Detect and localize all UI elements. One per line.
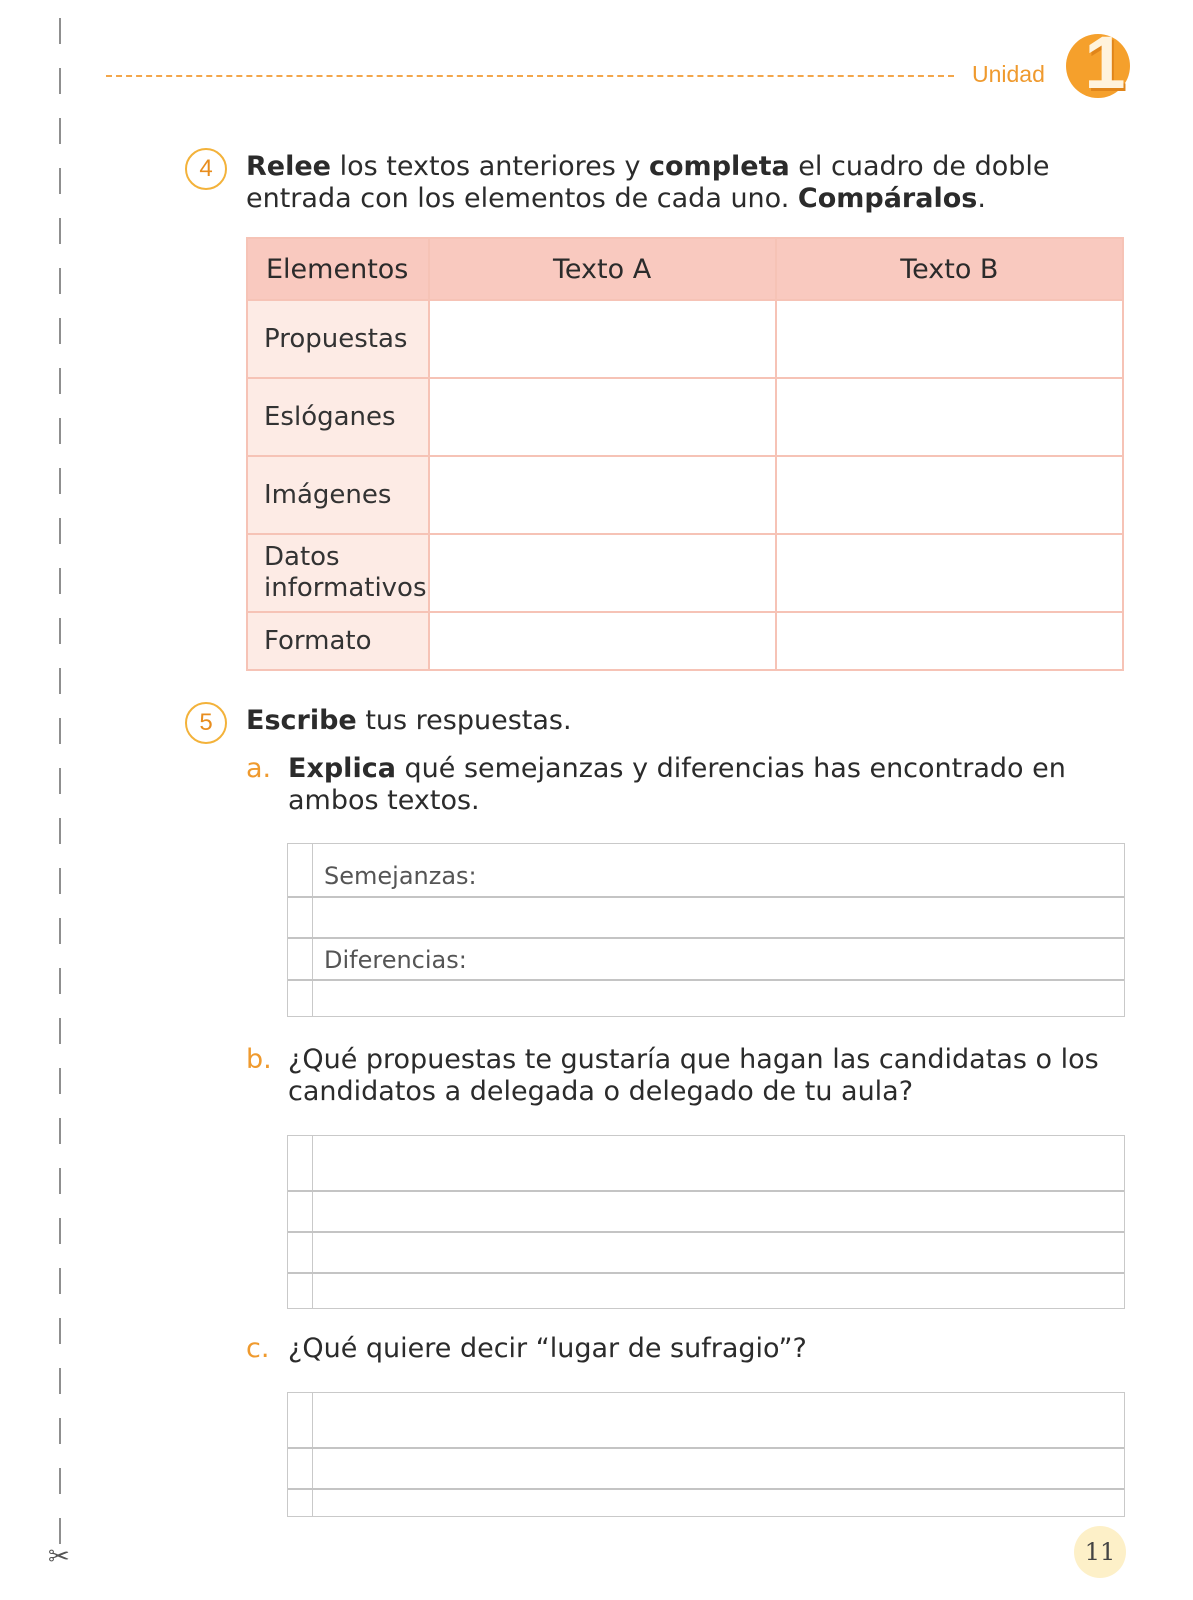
row-label: Formato xyxy=(247,612,429,670)
unit-label: Unidad xyxy=(972,61,1045,87)
answer-box-a[interactable] xyxy=(287,843,1125,1017)
cut-line-dash xyxy=(59,1418,61,1444)
cut-line-dash xyxy=(59,718,61,744)
cut-line-dash xyxy=(59,318,61,344)
comparison-table xyxy=(246,237,1124,671)
cut-line-dash xyxy=(59,518,61,544)
table-row xyxy=(247,456,1123,534)
activity-4-instruction xyxy=(246,151,1126,215)
margin-line xyxy=(312,1136,313,1308)
item-a-letter: a. xyxy=(246,753,272,784)
item-c-letter: c. xyxy=(246,1333,270,1364)
answer-cell[interactable] xyxy=(776,378,1123,456)
instruction-text: . xyxy=(977,183,986,214)
cut-line-dash xyxy=(59,1118,61,1144)
item-a-question xyxy=(288,753,1088,817)
instruction-text: los textos anteriores y xyxy=(330,151,649,182)
answer-box-b[interactable] xyxy=(287,1135,1125,1309)
answer-box-c[interactable] xyxy=(287,1392,1125,1517)
cut-line-dash xyxy=(59,1168,61,1194)
writing-line xyxy=(288,1488,1124,1490)
verb-comparalos: Compáralos xyxy=(797,183,978,214)
table-header-row xyxy=(247,238,1123,300)
cut-line-dash xyxy=(59,118,61,144)
cut-line-dash xyxy=(59,918,61,944)
row-label: Datos informativos xyxy=(247,534,429,612)
row-label: Imágenes xyxy=(247,456,429,534)
cut-line-dash xyxy=(59,218,61,244)
cut-line-dash xyxy=(59,1068,61,1094)
writing-line xyxy=(288,937,1124,939)
table-row xyxy=(247,612,1123,670)
label-diferencias: Diferencias: xyxy=(324,946,467,974)
verb-explica: Explica xyxy=(288,753,396,784)
scissors-icon: ✂ xyxy=(48,1542,70,1572)
cut-line-dash xyxy=(59,268,61,294)
cut-line-dash xyxy=(59,568,61,594)
answer-cell[interactable] xyxy=(776,456,1123,534)
margin-line xyxy=(312,844,313,1016)
answer-cell[interactable] xyxy=(429,300,776,378)
item-b-question: ¿Qué propuestas te gustaría que hagan las candidatas o los candidatos a delegada o delegado de tu aula? xyxy=(288,1044,1099,1107)
cut-line-dash xyxy=(59,818,61,844)
instruction-text: el cuadro de doble entrada con los elementos de cada uno. xyxy=(246,151,1050,214)
cut-line-dash xyxy=(59,368,61,394)
cut-line-dash xyxy=(59,868,61,894)
table-row xyxy=(247,534,1123,612)
writing-line xyxy=(288,1190,1124,1192)
row-label: Eslóganes xyxy=(247,378,429,456)
page-number: 11 xyxy=(1074,1526,1126,1578)
cut-line-dash xyxy=(59,1468,61,1494)
table-header: Texto A xyxy=(429,238,776,300)
item-b-letter: b. xyxy=(246,1044,272,1075)
answer-cell[interactable] xyxy=(776,612,1123,670)
answer-cell[interactable] xyxy=(429,456,776,534)
label-semejanzas: Semejanzas: xyxy=(324,862,477,890)
unit-number: 1 xyxy=(1084,21,1126,104)
answer-cell[interactable] xyxy=(429,534,776,612)
cut-line-dash xyxy=(59,968,61,994)
cut-line-dash xyxy=(59,1218,61,1244)
activity-5-instruction xyxy=(246,705,572,737)
answer-cell[interactable] xyxy=(776,534,1123,612)
cut-line-dash xyxy=(59,168,61,194)
cut-line-dash xyxy=(59,68,61,94)
activity-5-number: 5 xyxy=(185,702,227,744)
writing-line xyxy=(288,1231,1124,1233)
table-row xyxy=(247,378,1123,456)
verb-escribe: Escribe xyxy=(246,705,357,736)
cut-line-dash xyxy=(59,618,61,644)
cut-line-dash xyxy=(59,468,61,494)
answer-cell[interactable] xyxy=(776,300,1123,378)
row-label: Propuestas xyxy=(247,300,429,378)
margin-line xyxy=(312,1393,313,1516)
cut-line-dash xyxy=(59,18,61,44)
cut-line-dash xyxy=(59,1018,61,1044)
instruction-text: tus respuestas. xyxy=(356,705,572,736)
cut-line-dash xyxy=(59,1518,61,1544)
cut-line-dash xyxy=(59,1368,61,1394)
table-row xyxy=(247,300,1123,378)
table-header: Texto B xyxy=(776,238,1123,300)
question-text: qué semejanzas y diferencias has encontrado en ambos textos. xyxy=(288,753,1066,816)
verb-relee: Relee xyxy=(246,151,331,182)
cut-line-dash xyxy=(59,1268,61,1294)
answer-cell[interactable] xyxy=(429,378,776,456)
item-c-question: ¿Qué quiere decir “lugar de sufragio”? xyxy=(288,1333,807,1364)
writing-line xyxy=(288,896,1124,898)
cut-line-dash xyxy=(59,418,61,444)
activity-4-number: 4 xyxy=(185,148,227,190)
cut-line-dash xyxy=(59,668,61,694)
writing-line xyxy=(288,1272,1124,1274)
table-header: Elementos xyxy=(247,238,429,300)
answer-cell[interactable] xyxy=(429,612,776,670)
cut-line-dash xyxy=(59,1318,61,1344)
cut-line-dash xyxy=(59,768,61,794)
writing-line xyxy=(288,1447,1124,1449)
writing-line xyxy=(288,979,1124,981)
header-dashed-line xyxy=(106,75,954,77)
verb-completa: completa xyxy=(649,151,790,182)
